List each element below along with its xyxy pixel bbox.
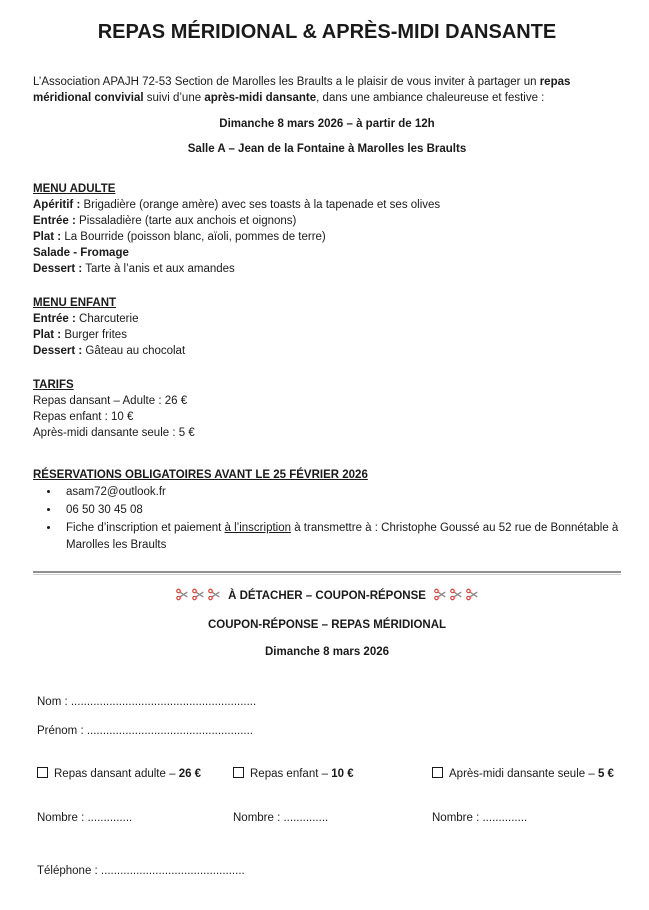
menu-item-label: Entrée : xyxy=(33,313,76,325)
menu-item-label: Plat : xyxy=(33,329,62,341)
scissors-icon xyxy=(175,588,189,601)
scissors-icon-group xyxy=(432,590,480,602)
tarif-line: Repas enfant : 10 € xyxy=(33,411,134,423)
scissors-icon xyxy=(207,588,221,601)
scissors-icon xyxy=(465,588,479,601)
menu-item-label: Apéritif : xyxy=(33,199,81,211)
menu-item xyxy=(33,311,621,327)
menu-item-text: Gâteau au chocolat xyxy=(82,345,186,357)
reservations-section xyxy=(33,467,621,554)
option-label: Repas dansant adulte – xyxy=(54,768,179,780)
nombre-field-adulte: Nombre : .............. xyxy=(37,812,133,824)
cut-line xyxy=(33,588,621,604)
event-venue: Salle A – Jean de la Fontaine à Marolles les Braults xyxy=(187,143,467,155)
option-label: Après-midi dansante seule – xyxy=(449,768,598,780)
checkbox-apres-midi xyxy=(432,767,443,778)
menu-item xyxy=(33,261,621,277)
menu-item-label: Entrée : xyxy=(33,215,76,227)
menu-item-text: Burger frites xyxy=(61,329,127,341)
menu-item-text: Brigadière (orange amère) avec ses toasts à la tapenade et ses olives xyxy=(80,199,441,211)
menu-adulte-section xyxy=(33,181,621,277)
nombre-field-enfant: Nombre : .............. xyxy=(233,812,329,824)
option-label: Repas enfant – xyxy=(250,768,332,780)
checkbox-repas-adulte xyxy=(37,767,48,778)
menu-item xyxy=(33,229,621,245)
option-apres-midi xyxy=(432,766,621,782)
reservation-bullet-phone: • 06 50 30 45 08 xyxy=(60,502,621,519)
tarifs-section xyxy=(33,377,621,441)
option-price: 10 € xyxy=(331,768,354,780)
option-repas-enfant xyxy=(233,766,432,782)
nombre-field-apres-midi: Nombre : .............. xyxy=(432,812,528,824)
page-title: REPAS MÉRIDIONAL & APRÈS-MIDI DANSANTE xyxy=(97,21,557,43)
reservations-list xyxy=(41,484,621,554)
reservation-bullet-inscription: • Fiche d’inscription et paiement à l’inscription à transmettre à : Christophe Goussé au 52 rue de Bonnétable à Marolles les Braults xyxy=(60,520,621,554)
coupon-options-row xyxy=(37,766,621,782)
menu-item-text: Pissaladière (tarte aux anchois et oignons) xyxy=(75,215,297,227)
menu-enfant-heading: MENU ENFANT xyxy=(33,297,117,309)
menu-item xyxy=(33,327,621,343)
menu-adulte-heading: MENU ADULTE xyxy=(33,183,116,195)
menu-item-label: Salade - Fromage xyxy=(33,247,129,259)
reservations-heading: RÉSERVATIONS OBLIGATOIRES AVANT LE 25 FÉVRIER 2026 xyxy=(33,469,368,481)
event-datetime: Dimanche 8 mars 2026 – à partir de 12h xyxy=(219,118,435,130)
scissors-icon-group xyxy=(174,590,222,602)
cut-line-text: À DÉTACHER – COUPON-RÉPONSE xyxy=(228,590,426,602)
menu-item-text: La Bourride (poisson blanc, aïoli, pommes de terre) xyxy=(61,231,326,243)
intro-paragraph: L’Association APAJH 72-53 Section de Marolles les Braults a le plaisir de vous inviter à partager un repas méridional convivial suivi d’une après-midi dansante, dans une ambiance chaleureuse et festive : xyxy=(33,76,571,104)
menu-item-label: Dessert : xyxy=(33,263,83,275)
option-price: 5 € xyxy=(597,768,614,780)
menu-item-text: Tarte à l’anis et aux amandes xyxy=(82,263,235,275)
coupon-title: COUPON-RÉPONSE – REPAS MÉRIDIONAL xyxy=(207,619,447,631)
coupon-date: Dimanche 8 mars 2026 xyxy=(264,646,390,658)
scissors-icon xyxy=(449,588,463,601)
coupon-counts-row xyxy=(37,810,621,826)
phone-field-line: Téléphone : ............................................. xyxy=(37,865,245,877)
scissors-icon xyxy=(191,588,205,601)
menu-enfant-section xyxy=(33,295,621,359)
section-divider xyxy=(33,571,621,575)
reservation-bullet-email: • asam72@outlook.fr xyxy=(60,484,621,501)
menu-item xyxy=(33,245,621,261)
tarif-line: Après-midi dansante seule : 5 € xyxy=(33,427,195,439)
name-field-line: Nom : .......................................................... xyxy=(37,696,257,708)
menu-item xyxy=(33,197,621,213)
menu-item-label: Plat : xyxy=(33,231,62,243)
menu-item-label: Dessert : xyxy=(33,345,83,357)
checkbox-repas-enfant xyxy=(233,767,244,778)
firstname-field-line: Prénom : .................................................... xyxy=(37,725,253,737)
option-price: 26 € xyxy=(178,768,202,780)
menu-item xyxy=(33,213,621,229)
tarifs-heading: TARIFS xyxy=(33,379,74,391)
tarif-line: Repas dansant – Adulte : 26 € xyxy=(33,395,188,407)
menu-item-text: Charcuterie xyxy=(75,313,139,325)
menu-item xyxy=(33,343,621,359)
scissors-icon xyxy=(433,588,447,601)
option-repas-adulte xyxy=(37,766,233,782)
